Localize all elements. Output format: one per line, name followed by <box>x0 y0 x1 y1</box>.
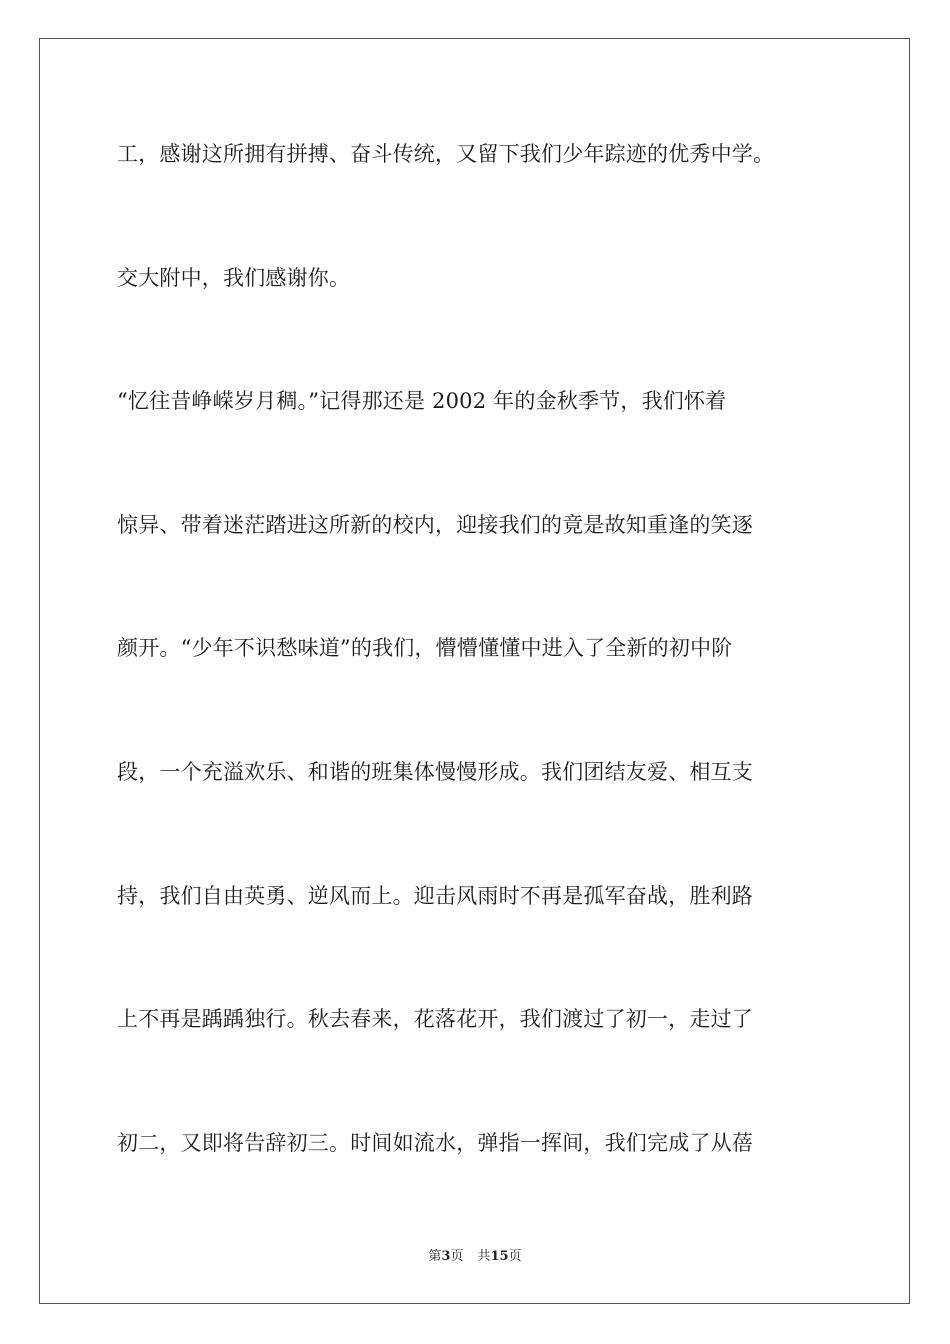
page-suffix: 页 <box>450 1249 464 1264</box>
body-text-line-6: 段，一个充溢欢乐、和谐的班集体慢慢形成。我们团结友爱、相互支 <box>117 760 753 784</box>
total-pages: 15 <box>490 1249 509 1264</box>
page-footer <box>0 1248 950 1266</box>
total-suffix: 页 <box>508 1249 522 1264</box>
body-text-line-7: 持，我们自由英勇、逆风而上。迎击风雨时不再是孤军奋战，胜利路 <box>117 884 753 908</box>
body-text-line-3: “忆往昔峥嵘岁月稠。”记得那还是 2002 年的金秋季节，我们怀着 <box>117 389 727 413</box>
page-number: 3 <box>441 1249 451 1264</box>
body-text-line-9: 初二，又即将告辞初三。时间如流水，弹指一挥间，我们完成了从蓓 <box>117 1131 753 1155</box>
total-prefix: 共 <box>477 1249 491 1264</box>
body-text-line-2: 交大附中，我们感谢你。 <box>117 266 351 290</box>
body-text-line-1: 工，感谢这所拥有拼搏、奋斗传统，又留下我们少年踪迹的优秀中学。 <box>117 142 775 166</box>
body-text-line-4: 惊异、带着迷茫踏进这所新的校内，迎接我们的竟是故知重逢的笑逐 <box>117 513 753 537</box>
page-border <box>39 38 910 1304</box>
body-text-line-5: 颜开。“少年不识愁味道”的我们，懵懵懂懂中进入了全新的初中阶 <box>117 636 733 660</box>
page-prefix: 第 <box>428 1249 442 1264</box>
body-text-line-8: 上不再是踽踽独行。秋去春来，花落花开，我们渡过了初一，走过了 <box>117 1007 753 1031</box>
